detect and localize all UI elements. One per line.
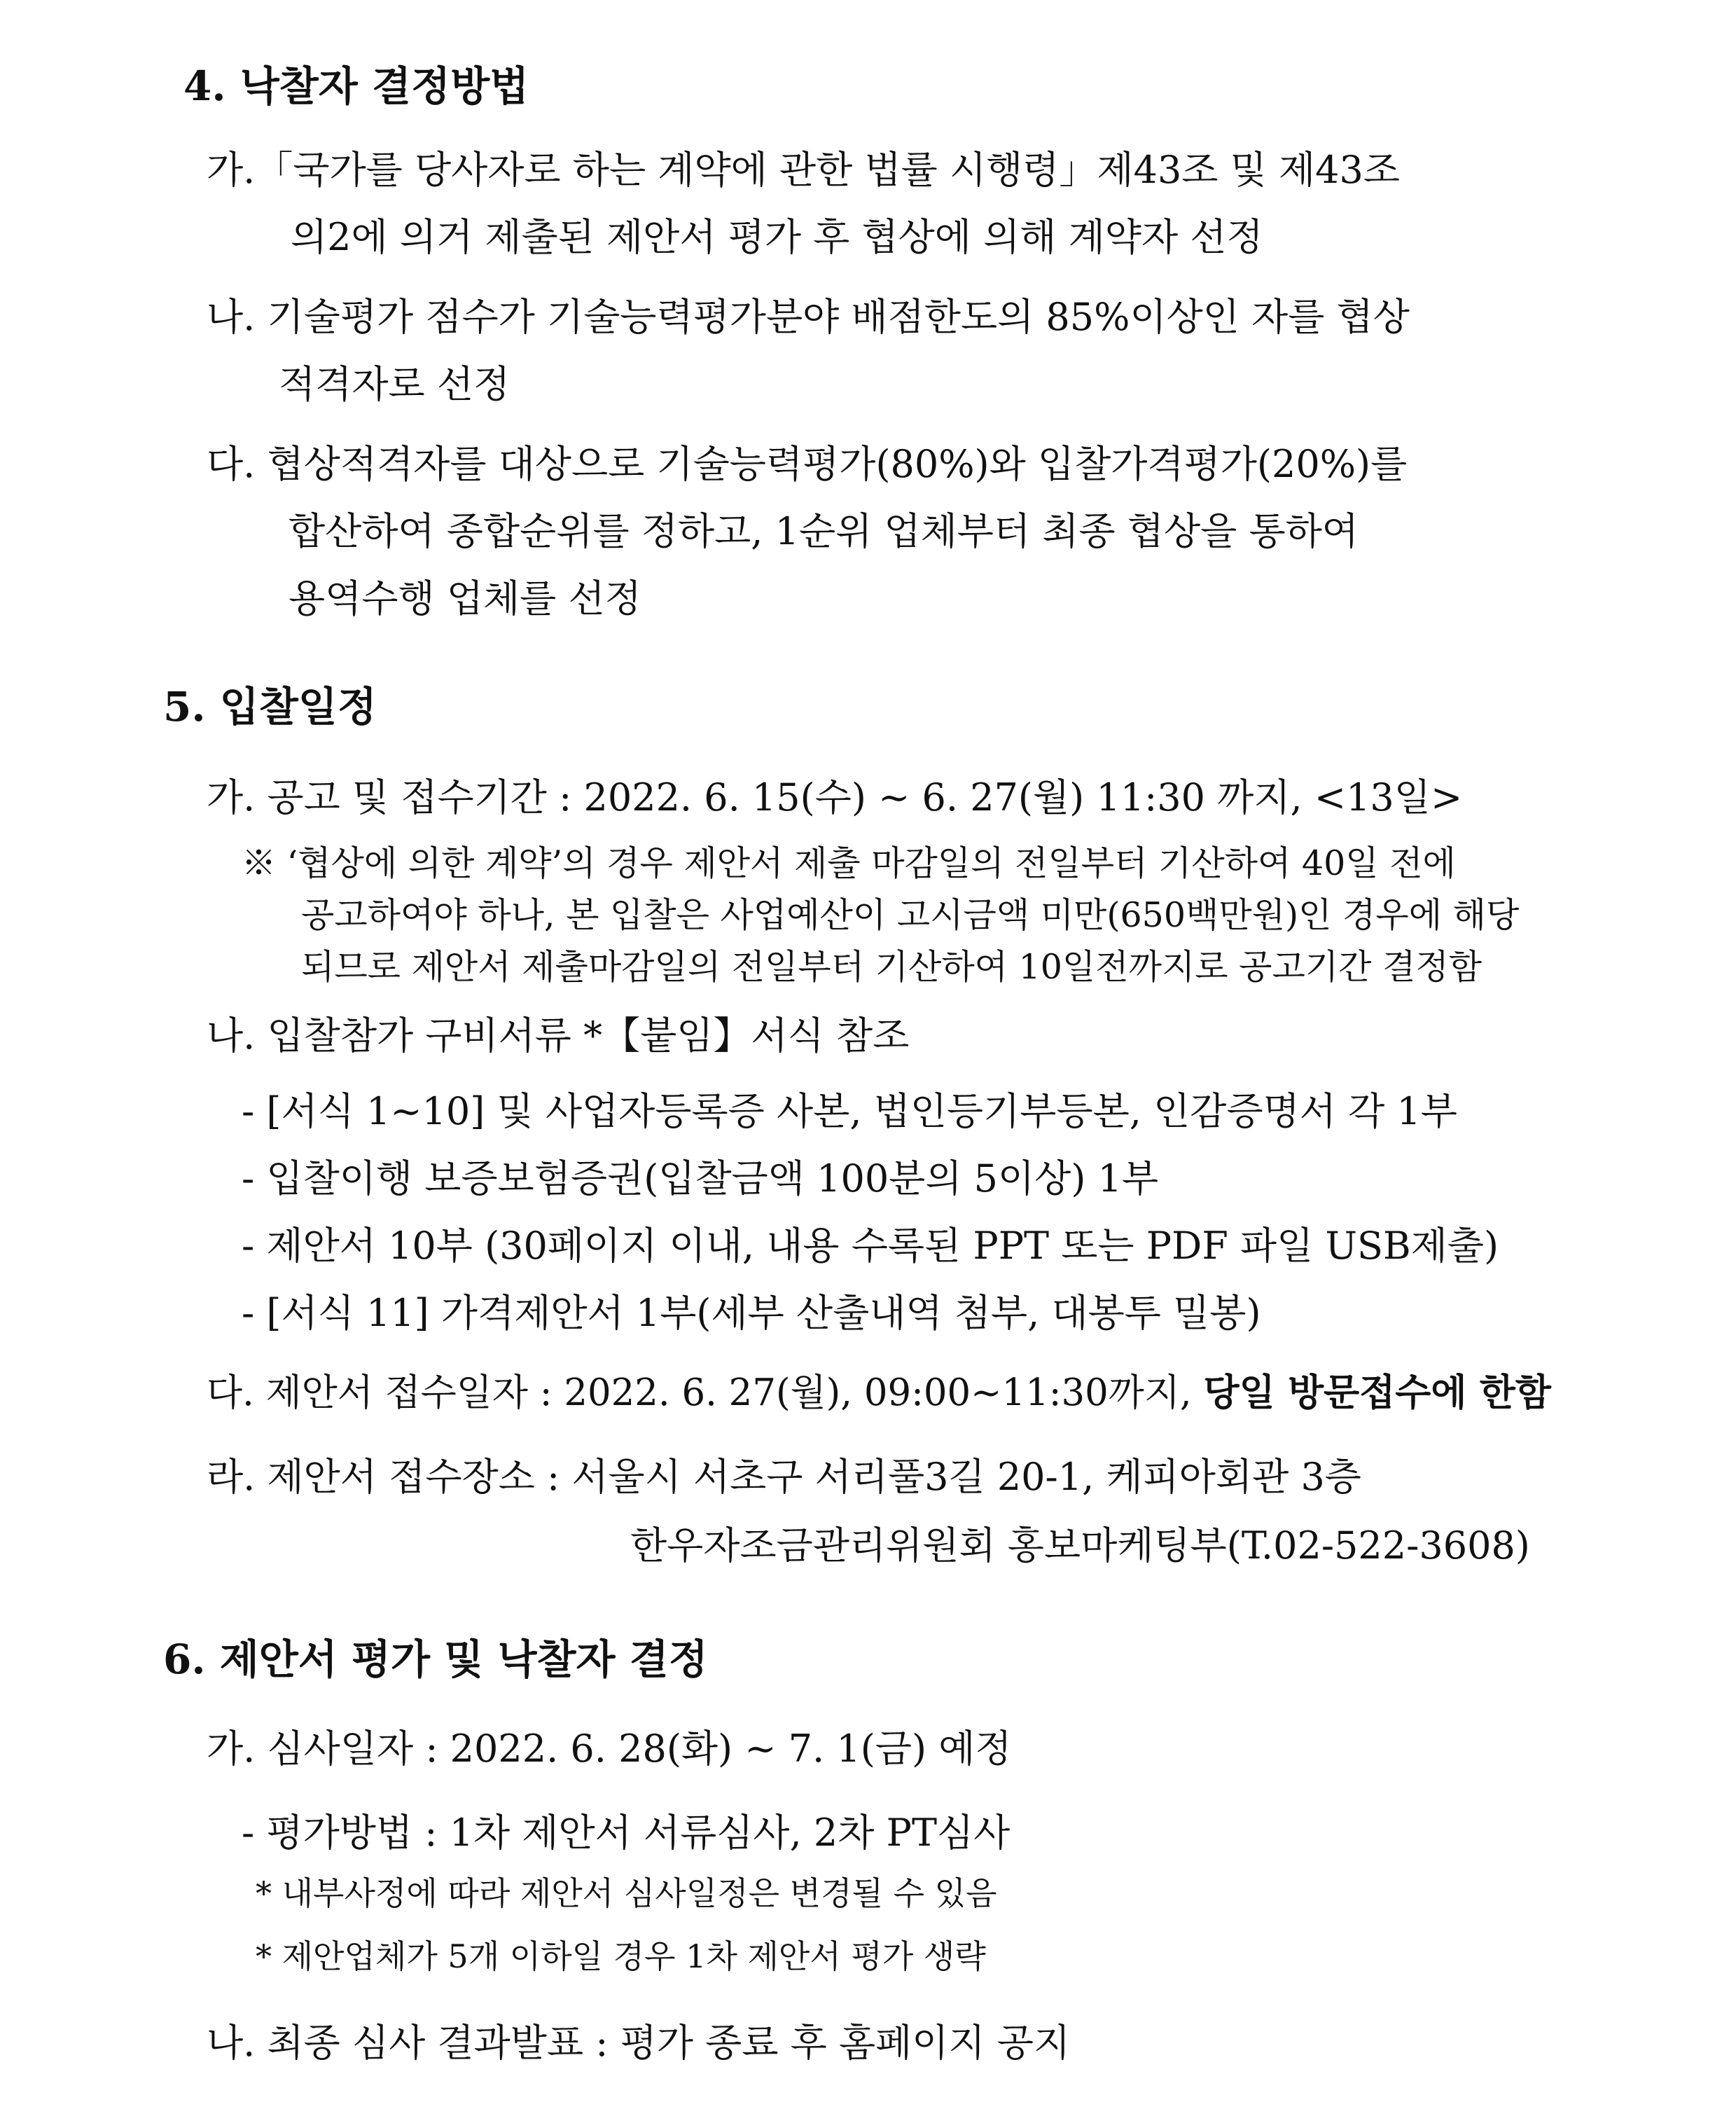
s6-ga-line: 가. 심사일자 : 2022. 6. 28(화) ~ 7. 1(금) 예정 xyxy=(207,1727,1012,1771)
s4-da-line-1: 다. 협상적격자를 대상으로 기술능력평가(80%)와 입찰가격평가(20%)를 xyxy=(207,442,1408,486)
s5-ra-line-1: 라. 제안서 접수장소 : 서울시 서초구 서리풀3길 20-1, 케피아회관 3층 xyxy=(207,1455,1361,1499)
s5-ga-line: 가. 공고 및 접수기간 : 2022. 6. 15(수) ~ 6. 27(월) 11:30 까지, <13일> xyxy=(207,775,1463,820)
s5-doc-item: - 입찰이행 보증보험증권(입찰금액 100분의 5이상) 1부 xyxy=(242,1156,1159,1201)
s5-da-emphasis: 당일 방문접수에 한함 xyxy=(1203,1371,1551,1414)
s4-da-line-2: 합산하여 종합순위를 정하고, 1순위 업체부터 최종 협상을 통하여 xyxy=(289,509,1359,553)
s5-note-line-2: 공고하여야 하나, 본 입찰은 사업예산이 고시금액 미만(650백만원)인 경우에 해당 xyxy=(301,895,1520,935)
s5-note-line-1: ※ ‘협상에 의한 계약’의 경우 제안서 제출 마감일의 전일부터 기산하여 40일 전에 xyxy=(242,843,1456,883)
s5-note-line-3: 되므로 제안서 제출마감일의 전일부터 기산하여 10일전까지로 공고기간 결정함 xyxy=(301,947,1482,987)
s5-da-text: 다. 제안서 접수일자 : 2022. 6. 27(월), 09:00~11:30까지, xyxy=(207,1371,1204,1414)
s6-star-note-2: * 제안업체가 5개 이하일 경우 1차 제안서 평가 생략 xyxy=(256,1937,986,1975)
s5-na-line: 나. 입찰참가 구비서류 *【붙임】서식 참조 xyxy=(207,1014,910,1058)
s4-ga-line-1: 가.「국가를 당사자로 하는 계약에 관한 법률 시행령」제43조 및 제43조 xyxy=(207,148,1401,192)
s4-na-line-2: 적격자로 선정 xyxy=(279,362,511,406)
s5-ra-line-2: 한우자조금관리위원회 홍보마케팅부(T.02-522-3608) xyxy=(630,1523,1530,1568)
section-4-title: 4. 낙찰자 결정방법 xyxy=(183,62,529,110)
section-5-title: 5. 입찰일정 xyxy=(163,683,377,731)
s5-doc-item: - [서식 11] 가격제안서 1부(세부 산출내역 첨부, 대봉투 밀봉) xyxy=(242,1291,1261,1335)
s5-da-line xyxy=(207,1371,1551,1414)
s5-doc-item: - [서식 1~10] 및 사업자등록증 사본, 법인등기부등본, 인감증명서 각 1부 xyxy=(242,1089,1457,1133)
s4-da-line-3: 용역수행 업체를 선정 xyxy=(289,576,641,621)
s6-star-note-1: * 내부사정에 따라 제안서 심사일정은 변경될 수 있음 xyxy=(256,1874,997,1912)
s6-method-line: - 평가방법 : 1차 제안서 서류심사, 2차 PT심사 xyxy=(242,1811,1011,1855)
s6-na-line: 나. 최종 심사 결과발표 : 평가 종료 후 홈페이지 공지 xyxy=(207,2021,1071,2065)
s4-na-line-1: 나. 기술평가 점수가 기술능력평가분야 배점한도의 85%이상인 자를 협상 xyxy=(207,295,1410,339)
s5-doc-item: - 제안서 10부 (30페이지 이내, 내용 수록된 PPT 또는 PDF 파일 USB제출) xyxy=(242,1224,1499,1268)
section-6-title: 6. 제안서 평가 및 낙찰자 결정 xyxy=(163,1636,708,1683)
s4-ga-line-2: 의2에 의거 제출된 제안서 평가 후 협상에 의해 계약자 선정 xyxy=(291,215,1263,259)
